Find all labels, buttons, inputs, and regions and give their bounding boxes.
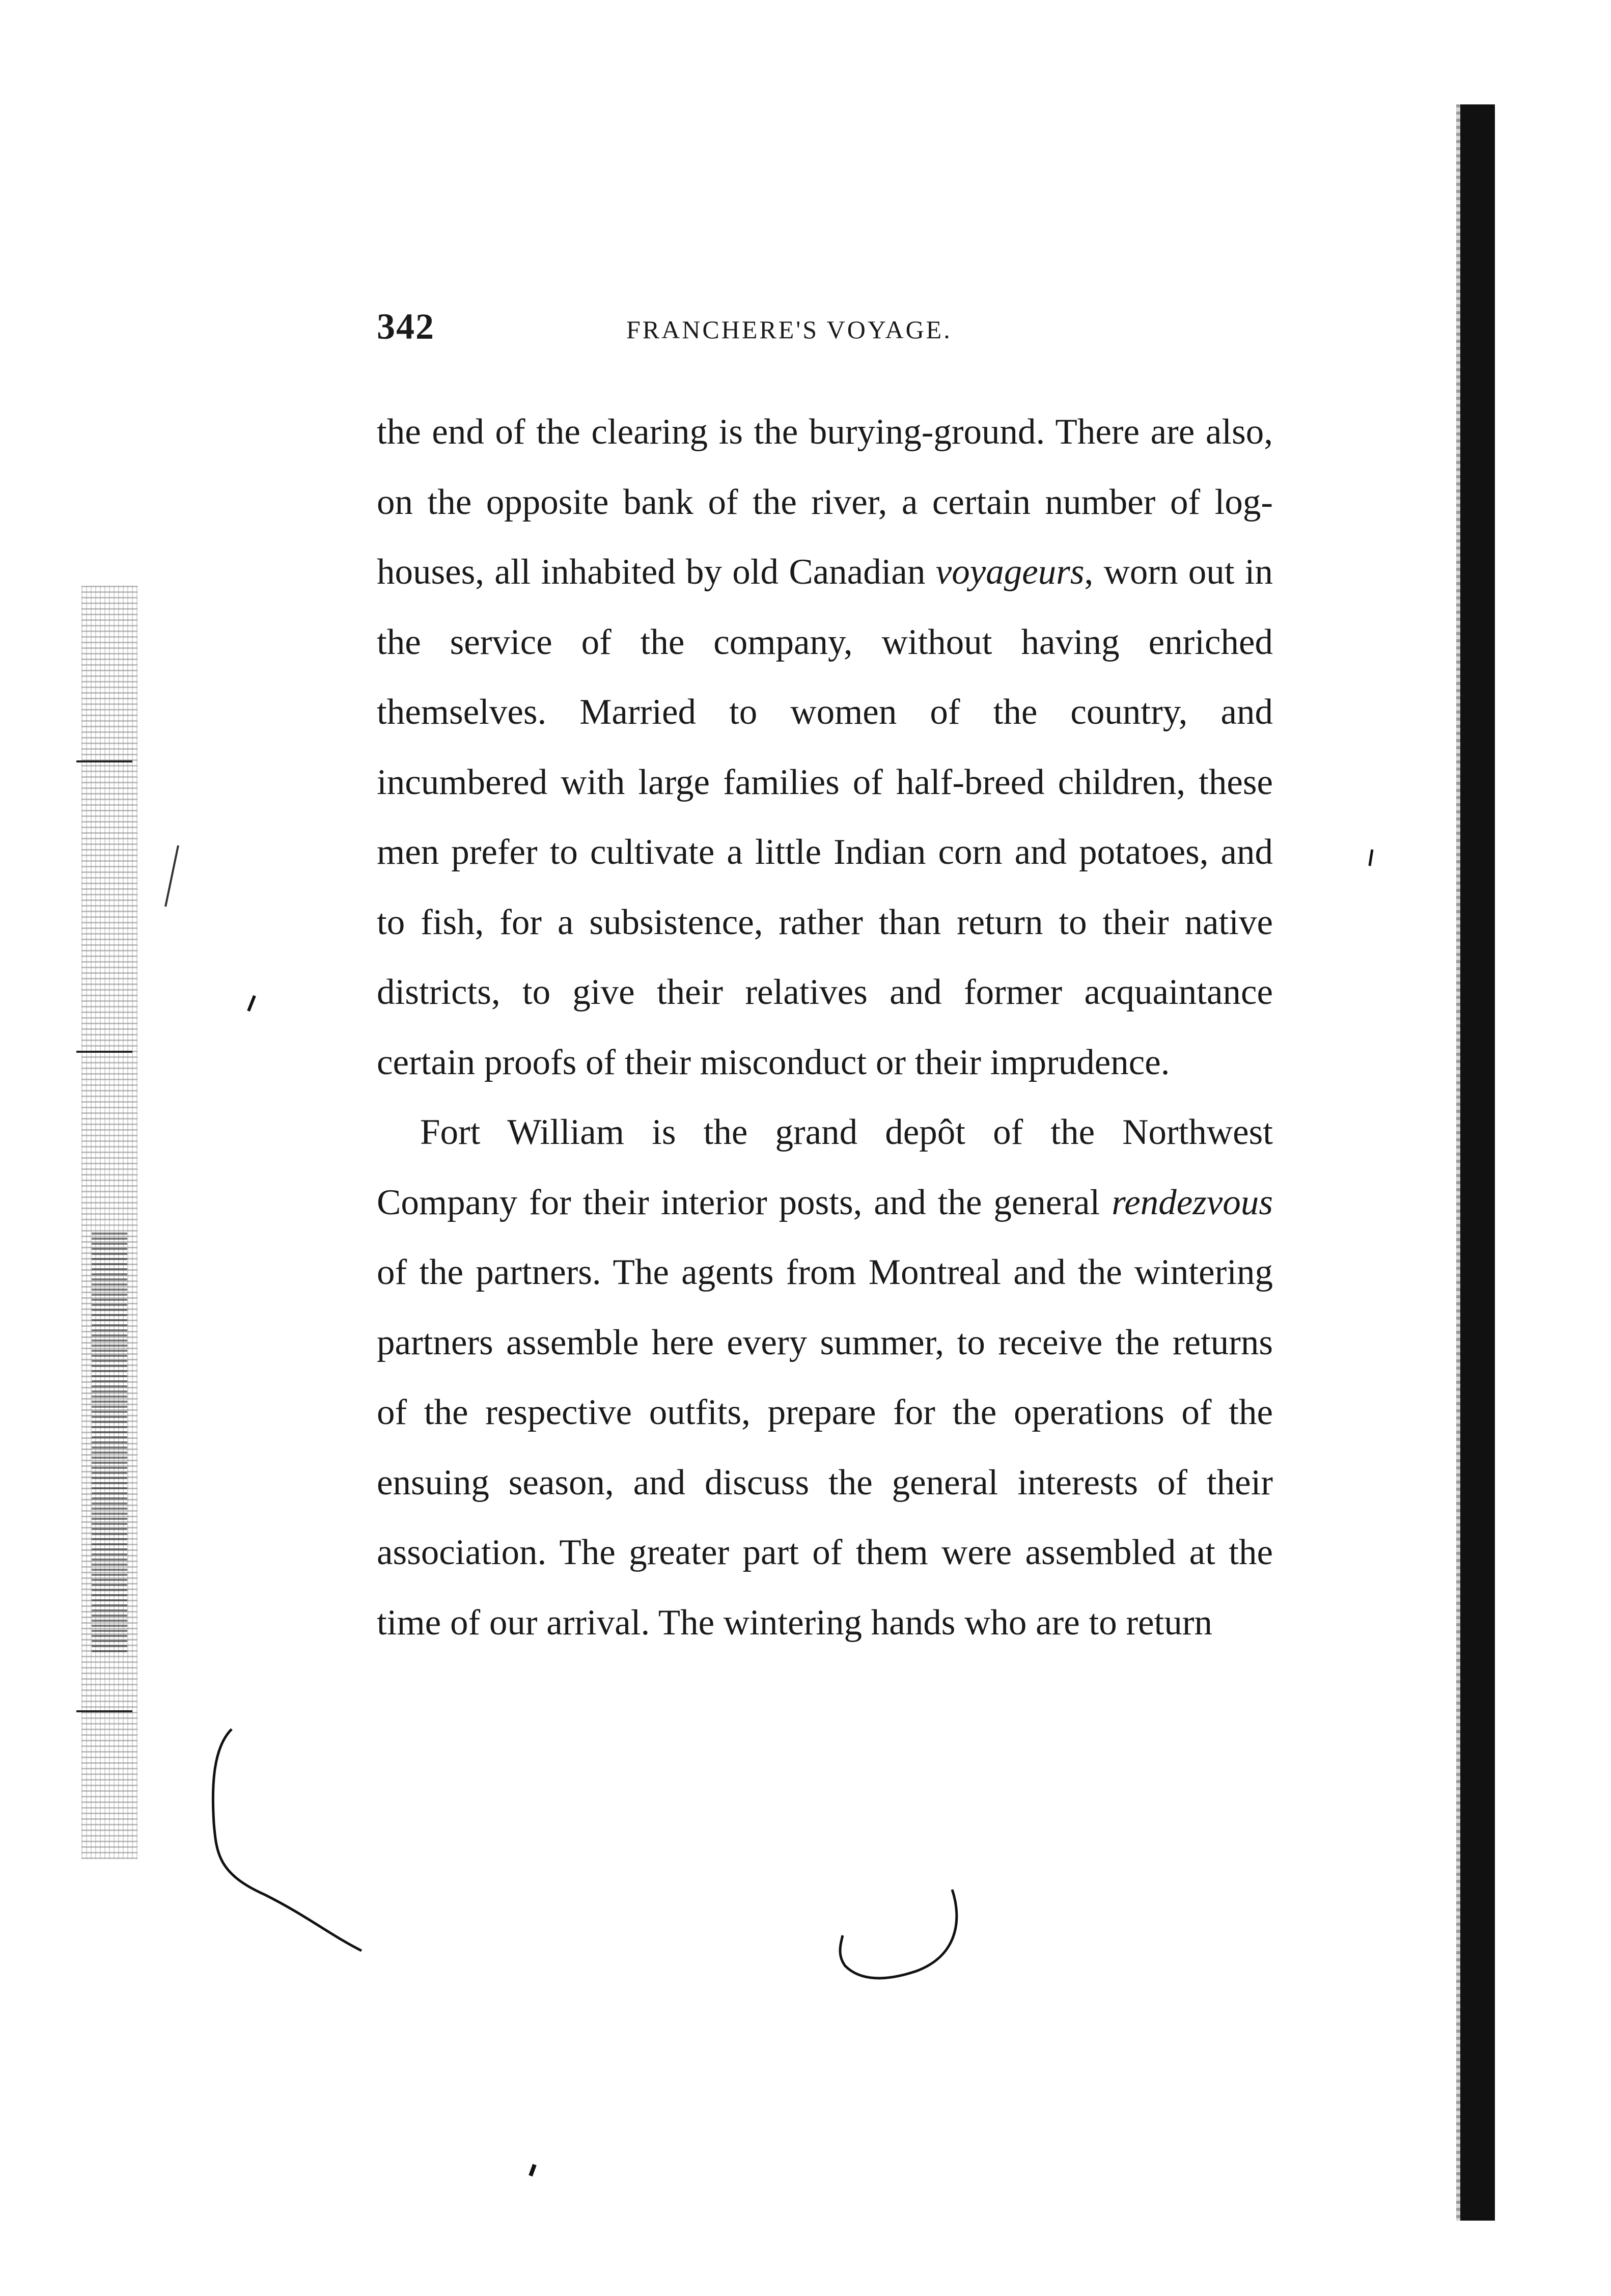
pen-tick-mark [1370, 850, 1372, 866]
running-title: FRANCHERE'S VOYAGE. [626, 315, 952, 344]
pen-dot-mark [531, 2165, 535, 2176]
italic-term: voyageurs [935, 552, 1085, 592]
text-segment: , worn out in the service of the company, without having enriched themselves. Married to women of the country, and incumbered with large families of half-breed children, these men prefer to cultivate a little Indian corn and potatoes, and to fish, for a subsistence, rather than return to their native districts, to give their relatives and former acquaintance certain proofs of their misconduct or their imprudence. [377, 552, 1273, 1082]
pen-underline-mark [840, 1890, 957, 1978]
text-segment: Fort William is the grand depôt of the Northwest Company for their interior posts, and the general [377, 1112, 1273, 1222]
pen-slash-mark [248, 996, 255, 1011]
text-segment: the end of the clearing is the burying-ground. There are also, on the opposite bank of the river, a certain number of log-houses, all inhabited by old Canadian [377, 412, 1273, 592]
text-segment: of the partners. The agents from Montreal and the wintering partners assemble here every summer, to receive the returns of the respective outfits, prepare for the operations of the ensuing season, and discuss the general interests of their association. The greater part of them were assembled at the time of our arrival. The wintering hands who are to return [377, 1252, 1273, 1643]
pen-bracket-mark [213, 1729, 362, 1951]
pen-slash-mark [165, 845, 178, 907]
page-number: 342 [377, 306, 435, 347]
italic-term: rendezvous [1112, 1182, 1273, 1222]
